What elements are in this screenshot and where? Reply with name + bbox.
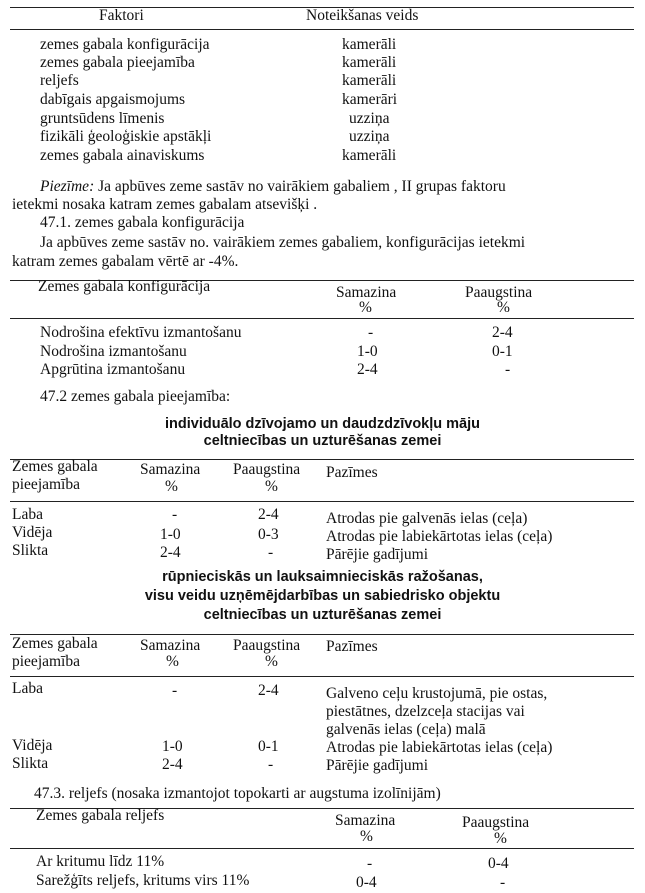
table-cell: kamerāli: [342, 54, 397, 71]
col-header-unit: %: [359, 299, 372, 316]
table-cell: piestātnes, dzelzceļa stacijas vai: [326, 703, 525, 720]
table-cell: kamerāli: [342, 147, 397, 164]
table-cell: 2-4: [258, 682, 279, 699]
section-heading-47-3: 47.3. reljefs (nosaka izmantojot topokarti ar augstuma izolīnijām): [34, 785, 441, 802]
table-cell: galvenās ielas (ceļa) malā: [326, 721, 486, 738]
rule: [10, 676, 634, 677]
table-cell: 2-4: [258, 506, 279, 523]
table-cell: Atrodas pie labiekārtotas ielas (ceļa): [326, 739, 553, 756]
col-header: Zemes gabala konfigurācija: [38, 278, 211, 295]
table-cell: Galvenо ceļu krustojumā, pie ostas,: [326, 685, 548, 702]
table-cell: -: [268, 756, 274, 773]
table-cell: Nodrošina efektīvu izmantošanu: [40, 324, 242, 341]
table-cell: -: [367, 855, 373, 872]
table-cell: 2-4: [160, 544, 181, 561]
subheading: visu veidu uzņēmējdarbības un sabiedrisko objektu: [144, 588, 501, 604]
table-cell: Slikta: [12, 755, 49, 772]
col-header: Paaugstina: [465, 284, 533, 301]
subheading: individuālo dzīvojamo un daudzdzīvokļu māju: [165, 416, 480, 432]
col-header: Paaugstina: [462, 814, 530, 831]
col-header-unit: %: [265, 478, 278, 495]
table-cell: Nodrošina izmantošanu: [40, 343, 187, 360]
table-cell: 0-1: [492, 343, 513, 360]
table-cell: -: [505, 361, 511, 378]
table-cell: zemes gabala pieejamība: [40, 54, 195, 71]
table-cell: Vidēja: [12, 737, 53, 754]
col-header: Paaugstina: [233, 637, 301, 654]
table-cell: zemes gabala konfigurācija: [40, 36, 210, 53]
rule: [10, 459, 634, 460]
rule: [10, 634, 634, 635]
table-cell: Ar kritumu līdz 11%: [36, 853, 165, 870]
table-cell: gruntsūdens līmenis: [40, 110, 165, 127]
table-cell: -: [368, 324, 374, 341]
col-header-unit: %: [360, 828, 373, 845]
table-cell: Slikta: [12, 542, 49, 559]
table-cell: 0-4: [488, 855, 509, 872]
note-text: [40, 178, 506, 196]
table-cell: 2-4: [357, 361, 378, 378]
col-header: Zemes gabala reljefs: [36, 807, 165, 824]
table-cell: 0-1: [258, 738, 279, 755]
col-header-unit: %: [265, 653, 278, 670]
table-cell: Vidēja: [12, 524, 53, 541]
col-header-unit: %: [165, 478, 178, 495]
section-heading-47-1: 47.1. zemes gabala konfigurācija: [40, 214, 245, 231]
table-cell: -: [172, 682, 178, 699]
col-header: Samazina: [140, 637, 201, 654]
col-header-noteiksanas-veids: Noteikšanas veids: [306, 7, 419, 24]
col-header: Samazina: [140, 461, 201, 478]
table-cell: kamerāri: [342, 91, 398, 108]
table-cell: -: [268, 544, 274, 561]
rule: [10, 848, 634, 849]
table-cell: 2-4: [492, 324, 513, 341]
table-cell: Atrodas pie labiekārtotas ielas (ceļa): [326, 528, 553, 545]
paragraph-line: Ja apbūves zeme sastāv no. vairākiem zemes gabaliem, konfigurācijas ietekmi: [40, 234, 526, 251]
col-header: Zemes gabala: [12, 635, 98, 652]
section-heading-47-2: 47.2 zemes gabala pieejamība:: [40, 388, 231, 405]
table-cell: Laba: [12, 680, 43, 697]
col-header: Samazina: [335, 812, 396, 829]
table-cell: Laba: [12, 506, 43, 523]
col-header-unit: %: [497, 299, 510, 316]
subheading: celtniecības un uzturēšanas zemei: [203, 607, 442, 623]
rule: [10, 318, 634, 319]
table-cell: kamerāli: [342, 72, 397, 89]
col-header-faktori: Faktori: [99, 7, 144, 24]
col-header: Pazīmes: [326, 638, 378, 655]
paragraph-line: katram zemes gabalam vērtē ar -4%.: [12, 253, 239, 270]
rule: [10, 29, 634, 30]
table-cell: Pārējie gadījumi: [326, 757, 429, 774]
table-cell: Atrodas pie galvenās ielas (ceļa): [326, 510, 528, 527]
table-cell: 1-0: [160, 526, 181, 543]
note-label: Piezīme:: [40, 178, 95, 195]
col-header-unit: %: [494, 830, 507, 847]
table-cell: kamerāli: [342, 36, 397, 53]
table-cell: 0-4: [356, 874, 377, 891]
table-cell: 0-3: [258, 526, 279, 543]
table-cell: uzziņa: [349, 128, 390, 145]
note-line2: ietekmi nosaka katram zemes gabalam atsevišķi .: [12, 196, 318, 213]
table-cell: uzziņa: [349, 110, 390, 127]
note-line1: Ja apbūves zeme sastāv no vairākiem gabaliem , II grupas faktoru: [98, 178, 506, 195]
table-cell: zemes gabala ainaviskums: [40, 147, 205, 164]
table-cell: Apgrūtina izmantošanu: [40, 361, 186, 378]
table-cell: 2-4: [162, 756, 183, 773]
col-header: pieejamība: [12, 476, 80, 493]
table-cell: Pārējie gadījumi: [326, 546, 429, 563]
col-header-unit: %: [166, 653, 179, 670]
table-cell: Sarežģīts reljefs, kritums virs 11%: [36, 872, 250, 889]
col-header: pieejamība: [12, 653, 80, 670]
table-cell: dabīgais apgaismojums: [40, 91, 186, 108]
table-cell: -: [172, 506, 178, 523]
subheading: celtniecības un uzturēšanas zemei: [203, 433, 442, 449]
table-cell: 1-0: [357, 343, 378, 360]
subheading: rūpnieciskās un lauksaimnieciskās ražošanas,: [162, 569, 483, 585]
col-header: Pazīmes: [326, 464, 378, 481]
col-header: Zemes gabala: [12, 458, 98, 475]
table-cell: fizikāli ģeoloģiskie apstākļi: [40, 128, 212, 145]
col-header: Paaugstina: [233, 461, 301, 478]
col-header: Samazina: [336, 284, 397, 301]
rule: [10, 501, 634, 502]
table-cell: -: [500, 874, 506, 891]
table-cell: 1-0: [162, 738, 183, 755]
table-cell: reljefs: [40, 72, 79, 89]
